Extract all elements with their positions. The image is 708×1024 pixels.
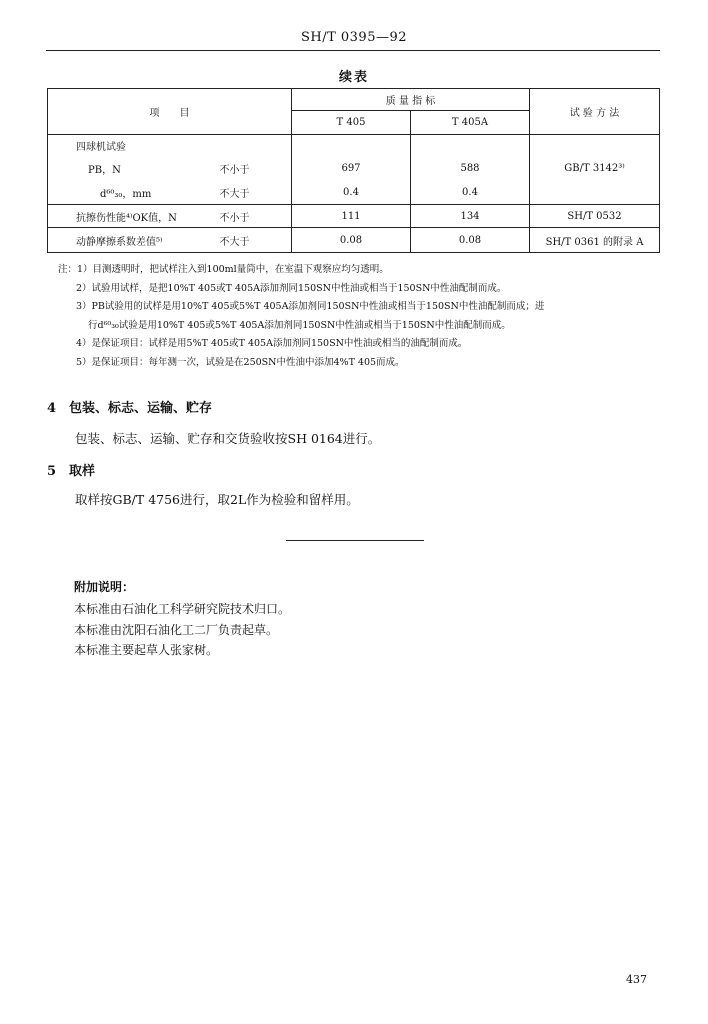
row-t405a: 134: [411, 205, 530, 228]
row-t405a: 0.08: [411, 228, 530, 253]
header-quality: 质 量 指 标: [292, 89, 530, 111]
section-body: 取样按GB/T 4756进行，取2L作为检验和留样用。: [75, 492, 359, 507]
row-t405: 0.08: [292, 228, 411, 253]
additional-line: 本标准由沈阳石油化工二厂负责起草。: [74, 623, 279, 637]
table-caption: 续表: [338, 70, 369, 85]
row-item: PB，N: [48, 157, 216, 181]
row-t405a: 0.4: [411, 181, 530, 205]
row-t405: 111: [292, 205, 411, 228]
section-heading: [47, 460, 95, 479]
row-method: [530, 181, 660, 205]
header-rule: [46, 50, 660, 51]
section-number: 5: [47, 464, 57, 479]
row-method: GB/T 3142³⁾: [530, 157, 660, 181]
row-item: d⁶⁰₃₀，mm: [48, 181, 216, 205]
note-line: 4）是保证项目：试样是用5%T 405或T 405A添加剂同150SN中性油或相当的油配制而成。: [76, 338, 468, 349]
spec-table: [47, 88, 660, 253]
row-cond: 不小于: [216, 205, 292, 228]
table-notes: [58, 261, 678, 372]
section-body: 包装、标志、运输、贮存和交货验收按SH 0164进行。: [75, 431, 381, 446]
row-method: SH/T 0532: [530, 205, 660, 228]
row-cond: 不大于: [216, 228, 292, 253]
note-line: 2）试验用试样，是把10%T 405或T 405A添加剂同150SN中性油或相当于150SN中性油配制而成。: [76, 282, 507, 294]
header-t405a: T 405A: [411, 111, 530, 135]
end-rule: [286, 540, 424, 541]
additional-line: 本标准由石油化工科学研究院技术归口。: [74, 602, 291, 616]
row-t405a: [411, 135, 530, 157]
row-method: [530, 135, 660, 157]
note-line: 行d⁶⁰₃₀试验是用10%T 405或5%T 405A添加剂同150SN中性油或相当于150SN中性油配制而成。: [88, 319, 511, 331]
row-t405: 0.4: [292, 181, 411, 205]
note-line: 注：1）目测透明时，把试样注入到100ml量筒中，在室温下观察应均匀透明。: [58, 264, 389, 275]
additional-notes-title: 附加说明：: [74, 580, 135, 594]
row-cond: 不小于: [216, 157, 292, 181]
section-heading: [47, 397, 212, 416]
row-cond: 不大于: [216, 181, 292, 205]
row-cond: [216, 135, 292, 157]
running-header: SH/T 0395—92: [300, 30, 408, 45]
page-number: 437: [626, 973, 647, 986]
header-item: 项 目: [48, 89, 292, 135]
row-item: 四球机试验: [48, 135, 216, 157]
row-item: 动静摩擦系数差值⁵⁾: [48, 228, 216, 253]
row-t405a: 588: [411, 157, 530, 181]
section-title: 包装、标志、运输、贮存: [69, 401, 213, 416]
note-line: 5）是保证项目：每年测一次，试验是在250SN中性油中添加4%T 405而成。: [76, 356, 405, 368]
row-t405: [292, 135, 411, 157]
section-number: 4: [47, 401, 57, 416]
header-method: 试 验 方 法: [530, 89, 660, 135]
additional-line: 本标准主要起草人张家树。: [74, 643, 219, 657]
row-item: 抗擦伤性能⁴⁾OK值，N: [48, 205, 216, 228]
header-t405: T 405: [292, 111, 411, 135]
section-title: 取样: [69, 464, 96, 479]
row-t405: 697: [292, 157, 411, 181]
row-method: SH/T 0361 的附录 A: [530, 228, 660, 253]
note-line: 3）PB试验用的试样是用10%T 405或5%T 405A添加剂同150SN中性油或相当于150SN中性油配制而成；进: [76, 301, 545, 312]
